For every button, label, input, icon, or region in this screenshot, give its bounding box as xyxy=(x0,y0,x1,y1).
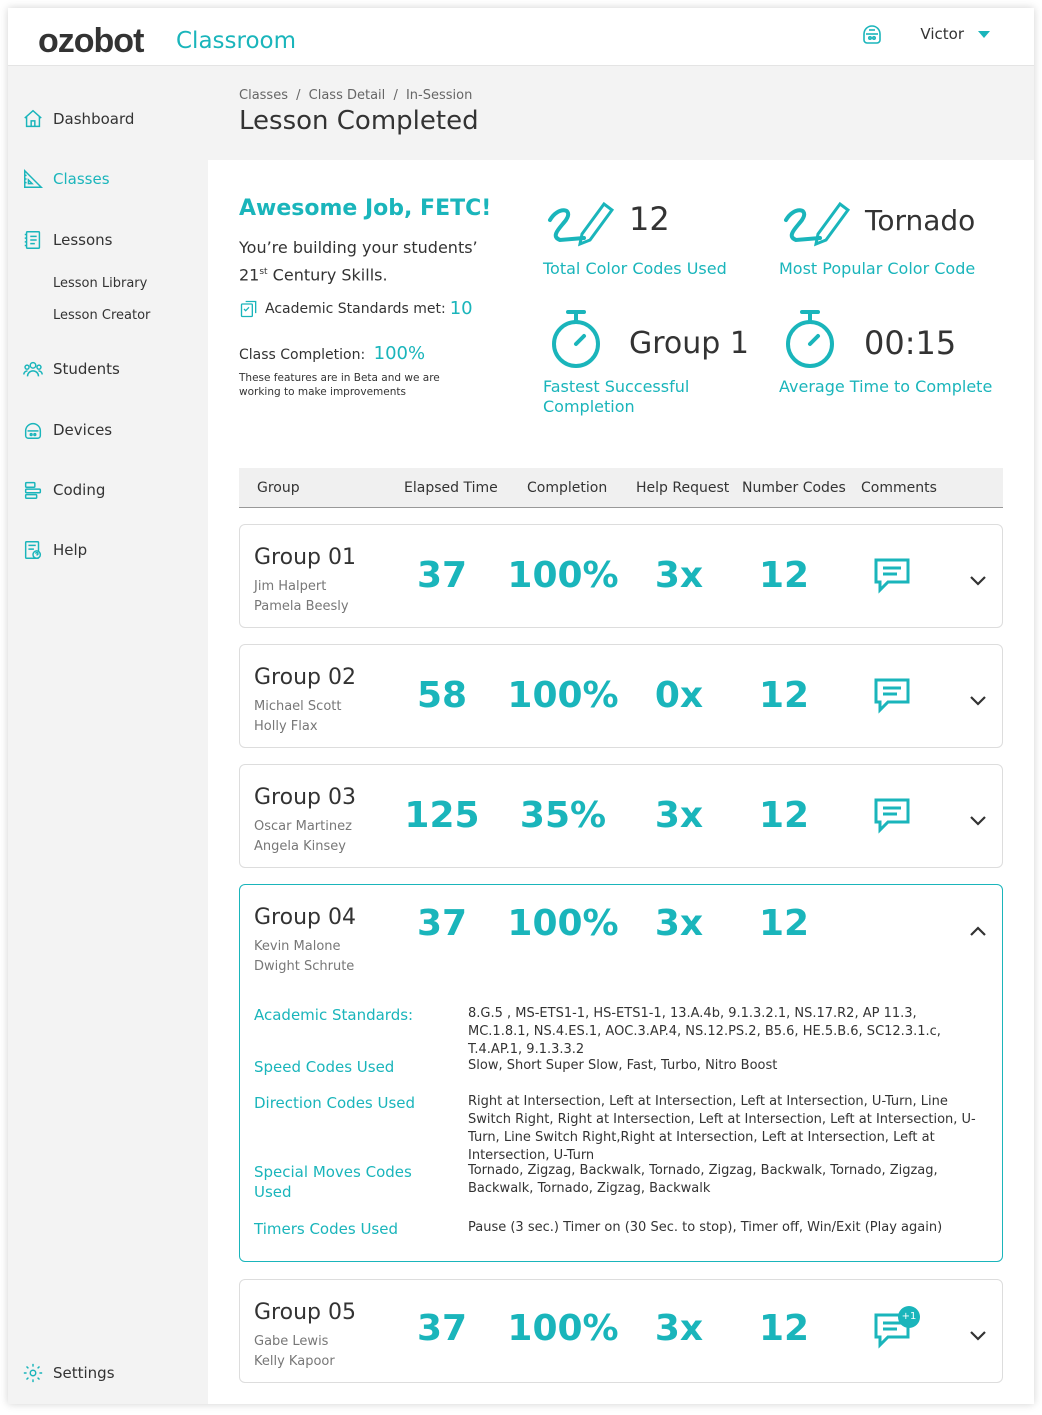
detail-label-speed: Speed Codes Used xyxy=(254,1058,395,1076)
number-codes-value: 12 xyxy=(758,795,810,836)
greeting-title: Awesome Job, FETC! xyxy=(239,196,492,221)
group-member: Jim Halpert xyxy=(254,579,327,594)
sidebar-item-classes[interactable] xyxy=(22,168,110,190)
completion-value: 35% xyxy=(519,795,607,836)
detail-value-special: Tornado, Zigzag, Backwalk, Tornado, Zigzag, Backwalk, Tornado, Zigzag, Backwalk, Tornado, Zigzag, Backwalk xyxy=(468,1163,938,1196)
book-icon xyxy=(22,229,44,251)
group-row[interactable] xyxy=(239,1279,1003,1383)
group-row[interactable] xyxy=(239,764,1003,868)
sidebar xyxy=(8,66,208,1404)
group-member: Gabe Lewis xyxy=(254,1334,329,1349)
col-completion[interactable]: Completion xyxy=(527,480,608,496)
help-request-value: 3x xyxy=(654,1308,704,1349)
sidebar-item-label: Lessons xyxy=(53,231,113,249)
completion-value: 100% xyxy=(507,903,619,944)
fastest-value: Group 1 xyxy=(629,326,749,361)
completion-value: 100% xyxy=(507,1308,619,1349)
detail-label-timers: Timers Codes Used xyxy=(254,1220,398,1238)
sidebar-item-label: Coding xyxy=(53,481,106,499)
standards-met xyxy=(239,298,473,319)
total-codes-label: Total Color Codes Used xyxy=(543,259,727,278)
elapsed-time-value: 37 xyxy=(416,1308,468,1349)
subtitle-line-2: Century Skills. xyxy=(272,265,388,285)
chevron-down-icon[interactable] xyxy=(968,1326,988,1346)
chevron-down-icon[interactable] xyxy=(968,691,988,711)
col-number-codes[interactable]: Number Codes xyxy=(742,480,846,496)
number-codes-value: 12 xyxy=(758,903,810,944)
breadcrumb-classes[interactable]: Classes xyxy=(239,88,288,103)
color-code-pencil-icon xyxy=(780,198,850,248)
app-window xyxy=(8,8,1034,1404)
stopwatch-icon xyxy=(548,308,604,370)
help-request-value: 3x xyxy=(654,795,704,836)
detail-label-direction: Direction Codes Used xyxy=(254,1094,416,1112)
fastest-label-line-2: Completion xyxy=(543,397,635,416)
skills-subtitle xyxy=(239,236,499,287)
detail-label-special: Special Moves Codes Used xyxy=(254,1163,412,1201)
chevron-down-icon[interactable] xyxy=(968,571,988,591)
sidebar-item-label: Devices xyxy=(53,421,113,439)
group-row-expanded[interactable] xyxy=(239,884,1003,1262)
sidebar-item-help[interactable] xyxy=(22,539,87,561)
color-code-pencil-icon xyxy=(544,198,614,248)
number-codes-value: 12 xyxy=(758,1308,810,1349)
group-row[interactable] xyxy=(239,524,1003,628)
user-menu[interactable] xyxy=(860,22,990,46)
sidebar-subitem-lesson-creator[interactable]: Lesson Creator xyxy=(53,308,151,323)
group-member: Kelly Kapoor xyxy=(254,1354,335,1369)
col-help-request[interactable]: Help Request xyxy=(636,480,730,496)
popular-code-value: Tornado xyxy=(865,204,976,237)
group-name: Group 04 xyxy=(254,905,356,930)
breadcrumb-class-detail[interactable]: Class Detail xyxy=(308,88,386,103)
number-codes-value: 12 xyxy=(758,675,810,716)
help-icon xyxy=(22,539,44,561)
ozobot-logo[interactable]: ozobot xyxy=(38,22,144,60)
elapsed-time-value: 125 xyxy=(404,795,480,836)
completion-value: 100% xyxy=(507,675,619,716)
product-name: Classroom xyxy=(176,28,297,54)
standards-value: 10 xyxy=(449,298,473,319)
sidebar-item-label: Help xyxy=(53,541,88,559)
avg-time-label: Average Time to Complete xyxy=(779,377,993,396)
sidebar-subitem-lesson-library[interactable]: Lesson Library xyxy=(53,276,148,291)
help-request-value: 3x xyxy=(654,555,704,596)
completion-value: 100% xyxy=(507,555,619,596)
col-comments[interactable]: Comments xyxy=(861,480,937,496)
help-request-value: 0x xyxy=(654,675,704,716)
sidebar-item-label: Dashboard xyxy=(53,110,135,128)
ruler-icon xyxy=(22,168,44,190)
elapsed-time-value: 37 xyxy=(416,555,468,596)
sidebar-item-coding[interactable] xyxy=(22,479,105,501)
detail-label-academic: Academic Standards: xyxy=(254,1006,414,1024)
group-member: Holly Flax xyxy=(254,719,318,734)
completion-value: 100% xyxy=(373,343,426,364)
home-icon xyxy=(22,108,44,130)
standards-label: Academic Standards met: xyxy=(265,300,446,317)
breadcrumb xyxy=(239,88,472,103)
group-name: Group 02 xyxy=(254,665,356,690)
col-group[interactable]: Group xyxy=(257,480,300,496)
group-row[interactable] xyxy=(239,644,1003,748)
avg-time-value: 00:15 xyxy=(864,324,957,362)
stopwatch-icon xyxy=(782,308,838,370)
group-member: Pamela Beesly xyxy=(254,599,349,614)
sidebar-item-lessons[interactable] xyxy=(22,229,112,251)
table-header xyxy=(239,468,1003,508)
chevron-up-icon[interactable] xyxy=(968,921,988,941)
fastest-label xyxy=(543,377,689,417)
beta-note: These features are in Beta and we are working to make improvements xyxy=(239,372,440,398)
detail-value-direction: Right at Intersection, Left at Intersection, Left at Intersection, U-Turn, Line Switch Right, Right at Intersection, Left at Intersection, Left at Intersection, U-Turn, Line Switch Right,Right at Intersection, Left at Intersection, Left at Intersection, U-Turn xyxy=(468,1094,976,1163)
top-bar xyxy=(8,8,1034,66)
breadcrumb-in-session: In-Session xyxy=(405,88,473,103)
class-completion xyxy=(239,343,425,364)
help-request-value: 3x xyxy=(654,903,704,944)
breadcrumb-separator: / xyxy=(393,88,398,103)
group-member: Michael Scott xyxy=(254,699,342,714)
col-elapsed-time[interactable]: Elapsed Time xyxy=(404,480,498,496)
comment-icon[interactable] xyxy=(872,795,912,835)
elapsed-time-value: 58 xyxy=(416,675,468,716)
total-codes-value: 12 xyxy=(629,200,670,238)
group-member: Angela Kinsey xyxy=(254,839,346,854)
page-header xyxy=(208,66,1034,160)
detail-value-timers: Pause (3 sec.) Timer on (30 Sec. to stop), Timer off, Win/Exit (Play again) xyxy=(468,1220,943,1235)
coding-icon xyxy=(22,479,44,501)
sidebar-item-label: Classes xyxy=(53,170,110,188)
popular-code-label: Most Popular Color Code xyxy=(779,259,976,278)
fastest-label-line-1: Fastest Successful xyxy=(543,377,690,396)
robot-icon xyxy=(22,419,44,441)
sidebar-item-dashboard[interactable] xyxy=(22,108,134,130)
subtitle-line-1: You’re building your students’ xyxy=(239,238,478,257)
standards-icon xyxy=(239,299,259,319)
page-title: Lesson Completed xyxy=(239,106,479,136)
subtitle-number: 21 xyxy=(239,265,260,285)
user-name[interactable]: Victor xyxy=(920,25,964,43)
number-codes-value: 12 xyxy=(758,555,810,596)
gear-icon xyxy=(22,1362,44,1384)
chevron-down-icon[interactable] xyxy=(968,811,988,831)
sidebar-item-label: Students xyxy=(53,360,120,378)
robot-avatar-icon xyxy=(860,22,884,46)
detail-value-academic: 8.G.5 , MS-ETS1-1, HS-ETS1-1, 13.A.4b, 9.1.3.2.1, NS.17.R2, AP 11.3, MC.1.8.1, NS.4.ES.1, AOC.3.AP.4, NS.12.PS.2, B5.6, HE.5.B.6, SC12.3.1.c, T.4.AP.1, 9.1.3.3.2 xyxy=(468,1006,941,1057)
group-name: Group 01 xyxy=(254,545,356,570)
group-name: Group 03 xyxy=(254,785,356,810)
breadcrumb-separator: / xyxy=(296,88,301,103)
group-member: Oscar Martinez xyxy=(254,819,352,834)
caret-down-icon[interactable] xyxy=(978,31,990,38)
comment-icon[interactable] xyxy=(872,555,912,595)
sidebar-item-settings[interactable] xyxy=(22,1362,115,1384)
completion-label: Class Completion: xyxy=(239,347,366,363)
new-comment-badge: +1 xyxy=(898,1306,920,1328)
group-member: Kevin Malone xyxy=(254,939,341,954)
subtitle-suffix: st xyxy=(259,267,268,277)
group-member: Dwight Schrute xyxy=(254,959,355,974)
group-name: Group 05 xyxy=(254,1300,356,1325)
sidebar-item-devices[interactable] xyxy=(22,419,112,441)
students-icon xyxy=(22,358,44,380)
detail-value-speed: Slow, Short Super Slow, Fast, Turbo, Nitro Boost xyxy=(468,1058,778,1073)
elapsed-time-value: 37 xyxy=(416,903,468,944)
sidebar-item-students[interactable] xyxy=(22,358,120,380)
settings-label: Settings xyxy=(53,1364,115,1382)
comment-icon[interactable] xyxy=(872,675,912,715)
